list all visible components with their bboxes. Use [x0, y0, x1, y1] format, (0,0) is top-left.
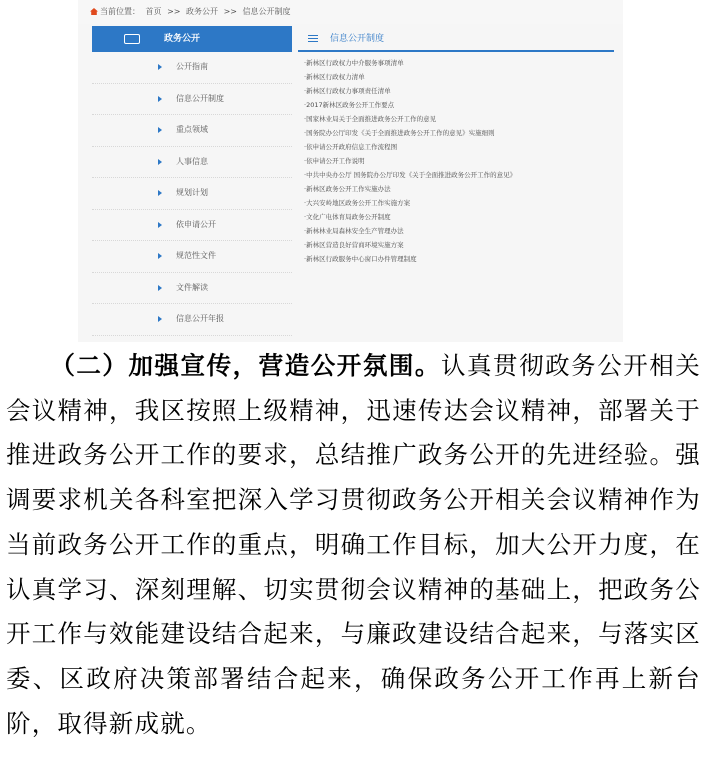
content-title: 信息公开制度: [330, 34, 385, 44]
document-link[interactable]: ·文化广电体育局政务公开制度: [304, 213, 391, 221]
breadcrumb-separator: >>: [223, 7, 237, 16]
arrow-right-icon: [158, 222, 162, 228]
document-link[interactable]: ·国家林业局关于全面推进政务公开工作的意见: [304, 115, 437, 123]
sidebar-item-guide[interactable]: [92, 52, 292, 84]
arrow-right-icon: [158, 127, 162, 133]
document-link[interactable]: ·中共中央办公厅 国务院办公厅印发《关于全面推进政务公开工作的意见》: [304, 171, 517, 179]
sidebar-item-label: 规划计划: [176, 188, 208, 197]
arrow-right-icon: [158, 316, 162, 322]
breadcrumb: [78, 0, 623, 24]
embedded-screenshot: [78, 0, 623, 342]
sidebar-item-label: 人事信息: [176, 156, 208, 166]
document-link[interactable]: ·新林区行政权力事项责任清单: [304, 87, 391, 95]
sidebar-item-label: 依申请公开: [176, 219, 216, 229]
arrow-right-icon: [158, 253, 162, 259]
sidebar-item-personnel[interactable]: [92, 147, 292, 179]
sidebar-item-system[interactable]: [92, 84, 292, 116]
breadcrumb-separator: >>: [167, 7, 181, 16]
article-paragraph: [6, 344, 701, 746]
breadcrumb-prefix: 当前位置：: [100, 7, 140, 16]
sidebar-title: 政务公开: [164, 34, 201, 44]
paragraph-heading: （二）加强宣传，营造公开氛围。: [50, 351, 441, 380]
sidebar-nav: [92, 52, 292, 336]
document-link[interactable]: ·新林区行政权力中介服务事项清单: [304, 59, 404, 67]
document-link[interactable]: ·新林区行政权力清单: [304, 73, 365, 81]
arrow-right-icon: [158, 159, 162, 165]
list-icon: [308, 35, 318, 42]
document-link[interactable]: ·大兴安岭地区政务公开工作实施方案: [304, 199, 411, 207]
home-icon: [90, 8, 98, 15]
arrow-right-icon: [158, 96, 162, 102]
sidebar-item-label: 信息公开年报: [176, 314, 224, 323]
sidebar-item-label: 文件解读: [176, 282, 208, 292]
sidebar-item-on-request[interactable]: [92, 210, 292, 242]
breadcrumb-home-link[interactable]: 首页: [145, 7, 162, 16]
sidebar-item-label: 信息公开制度: [176, 93, 224, 103]
sidebar-item-annual-report[interactable]: [92, 304, 292, 336]
sidebar-item-label: 公开指南: [176, 62, 208, 71]
document-link[interactable]: ·新林区行政服务中心窗口办件管理制度: [304, 255, 417, 263]
arrow-right-icon: [158, 285, 162, 291]
document-link-list: [304, 56, 614, 266]
arrow-right-icon: [158, 64, 162, 70]
document-link[interactable]: ·国务院办公厅印发《关于全面推进政务公开工作的意见》实施细则: [304, 129, 495, 137]
document-link[interactable]: ·新林林业局森林安全生产管理办法: [304, 227, 404, 235]
sidebar-item-normative-docs[interactable]: [92, 241, 292, 273]
document-link[interactable]: ·新林区营造良好营商环境实施方案: [304, 241, 404, 249]
document-link[interactable]: ·依申请公开政府信息工作流程图: [304, 143, 398, 151]
sidebar-item-label: 规范性文件: [176, 251, 216, 260]
paragraph-body: 认真贯彻政务公开相关会议精神，我区按照上级精神，迅速传达会议精神，部署关于推进政务公开工作的要求，总结推广政务公开的先进经验。强调要求机关各科室把深入学习贯彻政务公开相关会议精神作为当前政务公开工作的重点，明确工作目标，加大公开力度，在认真学习、深刻理解、切实贯彻会议精神的基础上，把政务公开工作与效能建设结合起来，与廉政建设结合起来，与落实区委、区政府决策部署结合起来，确保政务公开工作再上新台阶，取得新成就。: [6, 351, 701, 738]
breadcrumb-gov-link[interactable]: 政务公开: [186, 7, 219, 16]
breadcrumb-current: 信息公开制度: [242, 7, 291, 16]
document-link[interactable]: ·依申请公开工作说明: [304, 157, 365, 165]
document-link[interactable]: ·2017新林区政务公开工作要点: [304, 101, 395, 109]
arrow-right-icon: [158, 190, 162, 196]
sidebar-item-interpretation[interactable]: [92, 273, 292, 305]
content-header: [298, 26, 614, 52]
document-link[interactable]: ·新林区政务公开工作实施办法: [304, 185, 391, 193]
sidebar-item-key-areas[interactable]: [92, 115, 292, 147]
sidebar-header: [92, 26, 292, 52]
government-icon: [124, 34, 140, 44]
sidebar-item-planning[interactable]: [92, 178, 292, 210]
sidebar-item-label: 重点领域: [176, 125, 208, 134]
